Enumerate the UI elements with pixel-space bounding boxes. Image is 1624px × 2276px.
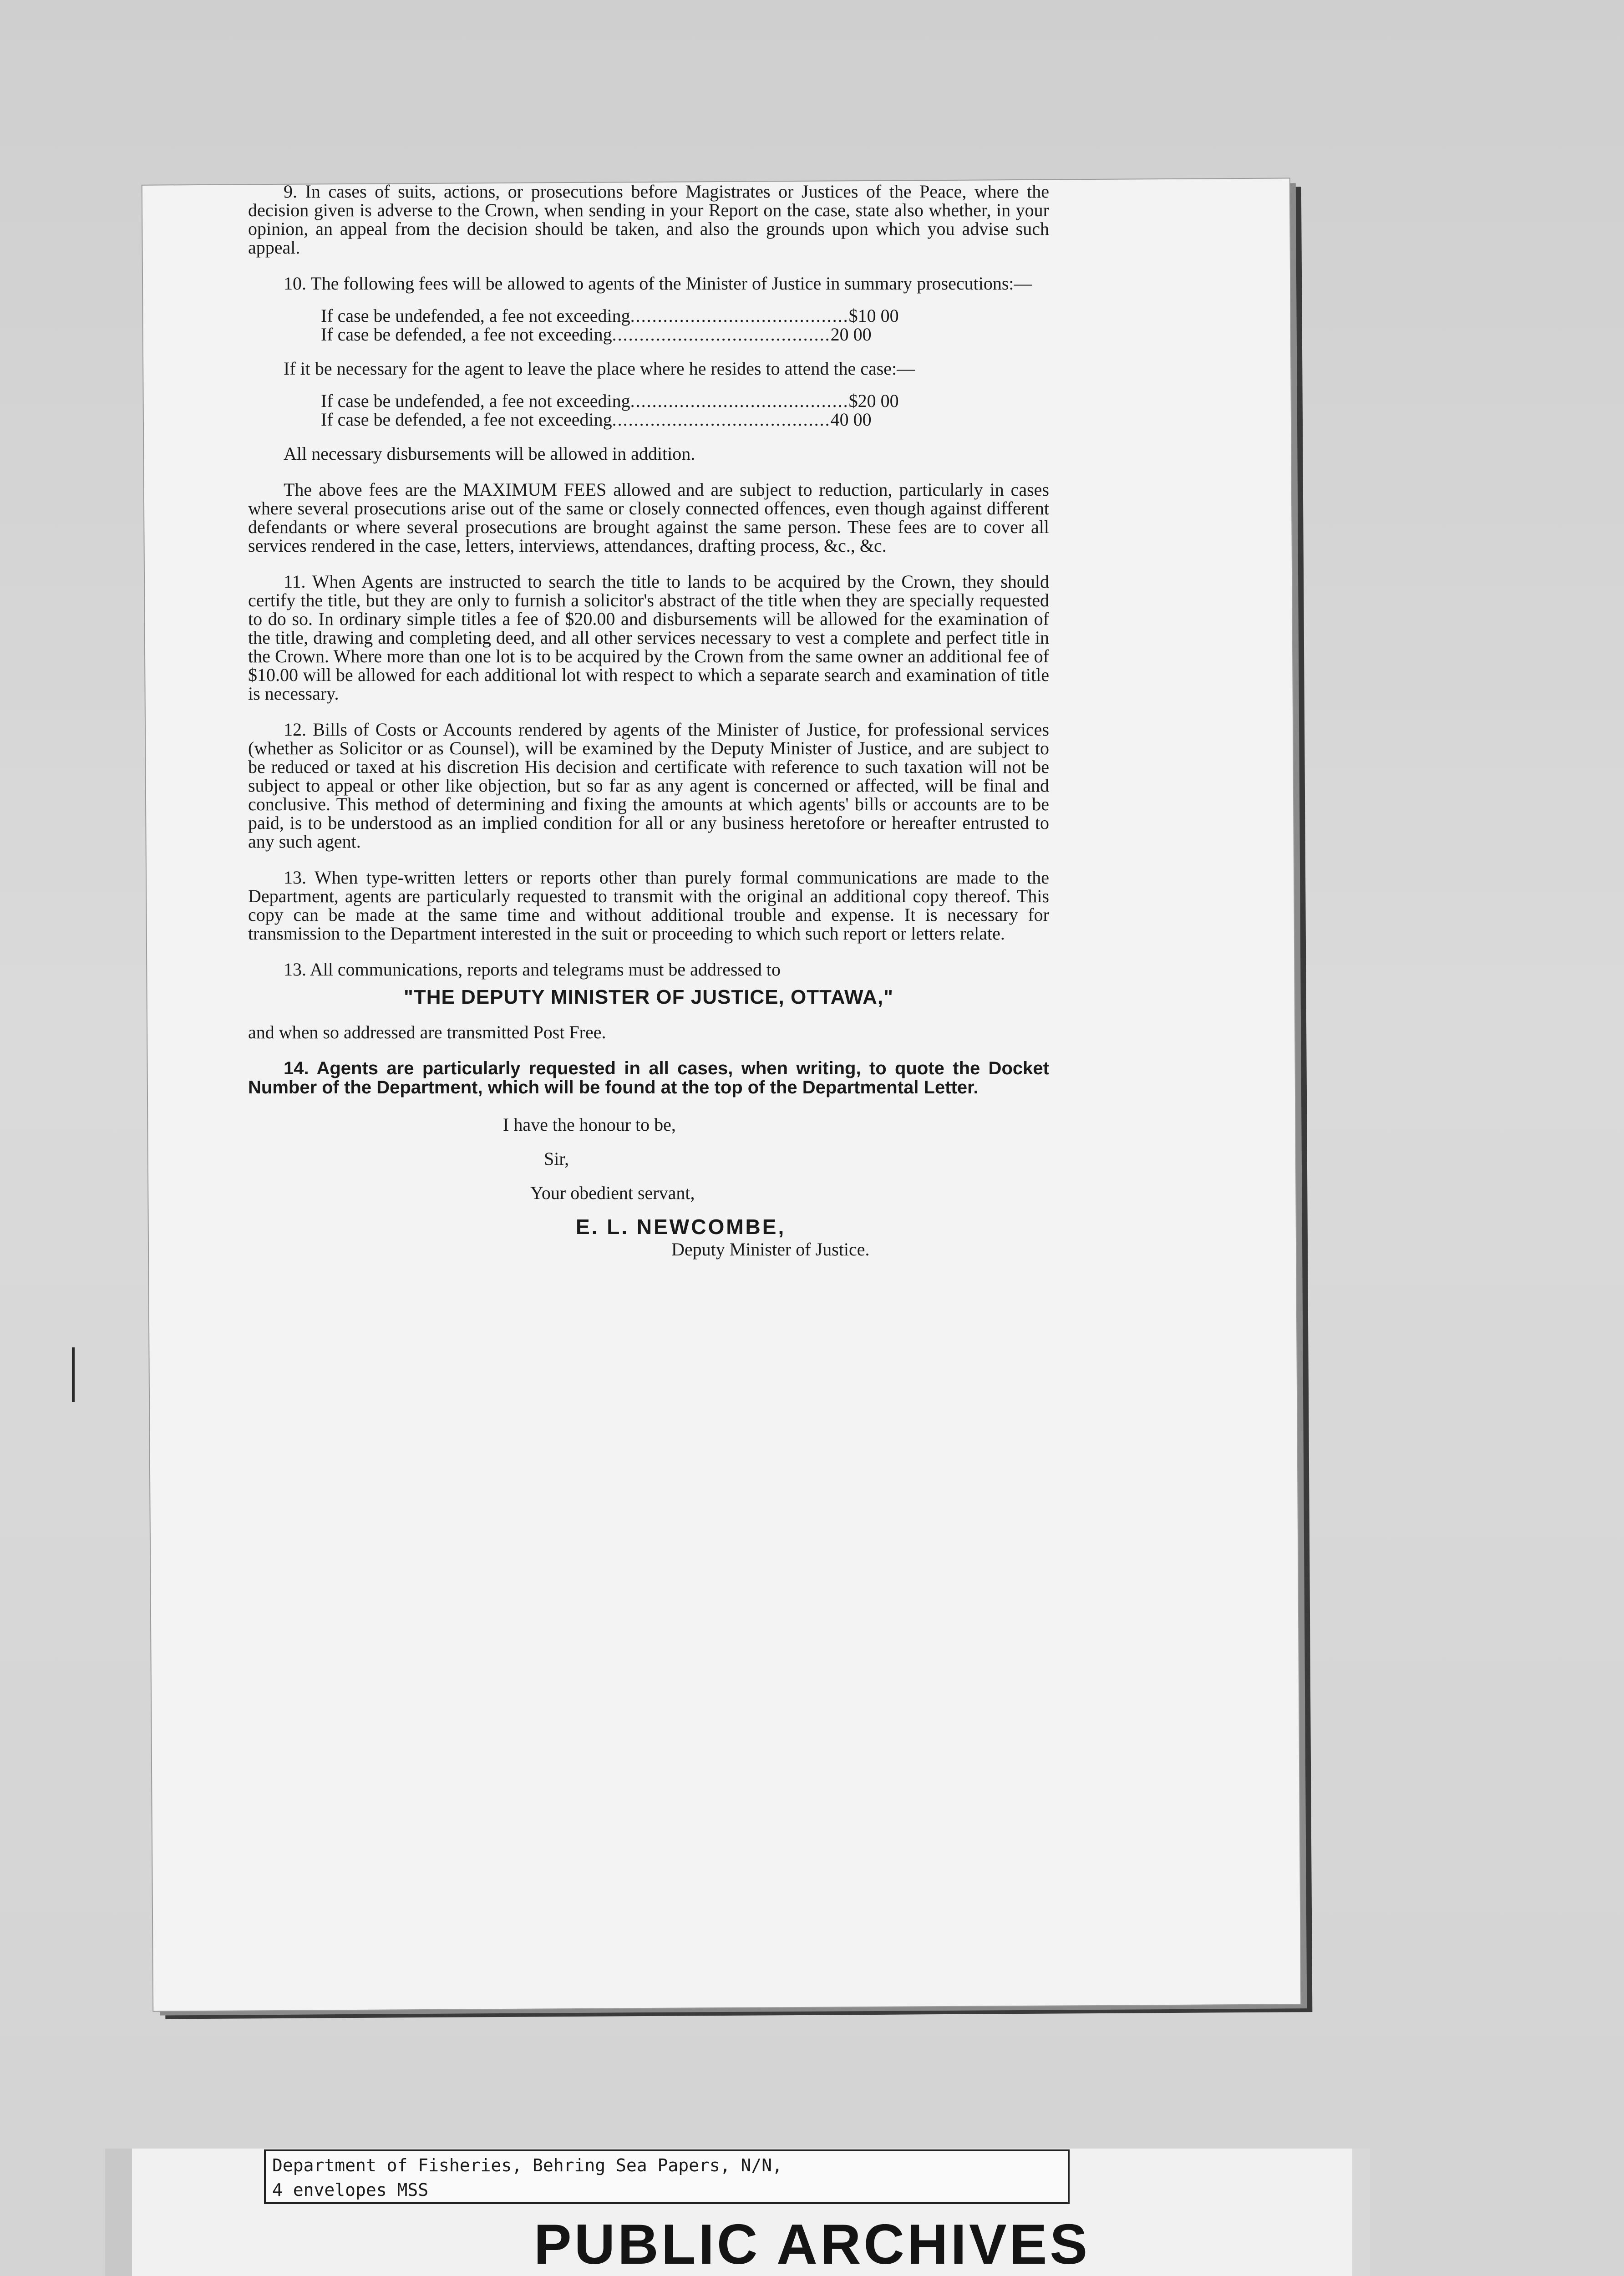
signature-name: E. L. NEWCOMBE,	[576, 1215, 786, 1239]
fee-description: If case be defended, a fee not exceeding	[321, 409, 612, 430]
fee-description: If case be undefended, a fee not exceeding	[321, 391, 630, 411]
leader-dots: ........................................	[612, 409, 831, 430]
closing-servant: Your obedient servant,	[530, 1183, 695, 1203]
department-address: "THE DEPUTY MINISTER OF JUSTICE, OTTAWA,"	[403, 986, 894, 1008]
paragraph-10: 10. The following fees will be allowed to agents of the Minister of Justice in summary prosecutions:—	[284, 273, 1032, 294]
fee-row	[321, 305, 899, 326]
fee-table-travel	[248, 391, 1049, 429]
fee-amount: 40 00	[830, 409, 872, 430]
fee-row	[321, 391, 899, 411]
paragraph-9: 9. In cases of suits, actions, or prosecutions before Magistrates or Justices of the Peace, where the decision given is adverse to the Crown, when sending in your Report on the case, state also whether, in your opinion, an appeal from the decision should be taken, and also the grounds upon which you advise such appeal.	[248, 181, 1049, 258]
fee-row	[321, 409, 872, 430]
catalogue-line: 4 envelopes MSS	[272, 2180, 429, 2200]
leader-dots: ........................................	[630, 391, 849, 411]
catalogue-line: Department of Fisheries, Behring Sea Papers, N/N,	[272, 2155, 783, 2175]
typed-catalogue-label	[264, 2149, 1070, 2204]
signature-title: Deputy Minister of Justice.	[671, 1239, 870, 1260]
fee-description: If case be defended, a fee not exceeding	[321, 324, 612, 345]
travel-intro: If it be necessary for the agent to leave the place where he resides to attend the case:—	[284, 358, 915, 379]
post-free-note: and when so addressed are transmitted Post Free.	[248, 1022, 606, 1042]
fee-amount: 20 00	[830, 324, 872, 345]
salutation: Sir,	[544, 1148, 569, 1169]
letter-body	[248, 182, 1049, 1259]
archive-title-english: PUBLIC ARCHIVES	[533, 2213, 1091, 2276]
paragraph-14: 14. Agents are particularly requested in all cases, when writing, to quote the Docket Number of the Department, which will be found at the top of the Departmental Letter.	[248, 1058, 1049, 1097]
leader-dots: ........................................	[612, 324, 831, 345]
disbursements-note: All necessary disbursements will be allowed in addition.	[284, 443, 695, 464]
closing-line: I have the honour to be,	[503, 1114, 676, 1135]
paragraph-13-copies: 13. When type-written letters or reports other than purely formal communications are made to the Department, agents are particularly requested to transmit with the original an additional copy thereof. This copy can be made at the same time and without additional trouble and expense. It is necessary for transmission to the Department interested in the suit or proceeding to which such report or letters relate.	[248, 867, 1049, 944]
leader-dots: ........................................	[630, 305, 849, 326]
fee-table-local	[248, 306, 1049, 344]
margin-mark	[72, 1347, 75, 1402]
paragraph-12: 12. Bills of Costs or Accounts rendered by agents of the Minister of Justice, for professional services (whether as Solicitor or as Counsel), will be examined by the Deputy Minister of Justice, and are subject to be reduced or taxed at his discretion His decision and certificate with reference to such taxation will not be subject to appeal or other like objection, but so far as any agent is concerned or affected, will be final and conclusive. This method of determining and fixing the amounts at which agents' bills or accounts are to be paid, is to be understood as an implied condition for all or any business heretofore or hereafter entrusted to any such agent.	[248, 719, 1049, 852]
fee-amount: $20 00	[848, 391, 899, 411]
paragraph-13-address-intro: 13. All communications, reports and telegrams must be addressed to	[284, 959, 781, 980]
paragraph-11: 11. When Agents are instructed to search the title to lands to be acquired by the Crown, they should certify the title, but they are only to furnish a solicitor's abstract of the title when they are specially requested to do so. In ordinary simple titles a fee of $20.00 and disbursements will be allowed for the examination of the title, drawing and completing deed, and all other services necessary to vest a complete and perfect title in the Crown. Where more than one lot is to be acquired by the Crown from the same owner an additional fee of $10.00 will be allowed for each additional lot with respect to which a separate search and examination of title is necessary.	[248, 571, 1049, 704]
fee-row	[321, 324, 872, 345]
maximum-fees-paragraph: The above fees are the MAXIMUM FEES allowed and are subject to reduction, particularly in cases where several prosecutions arise out of the same or closely connected offences, even though against different defendants or where several prosecutions are brought against the same person. These fees are to cover all services rendered in the case, letters, interviews, attendances, drafting process, &c., &c.	[248, 479, 1049, 556]
fee-amount: $10 00	[848, 305, 899, 326]
fee-description: If case be undefended, a fee not exceeding	[321, 305, 630, 326]
